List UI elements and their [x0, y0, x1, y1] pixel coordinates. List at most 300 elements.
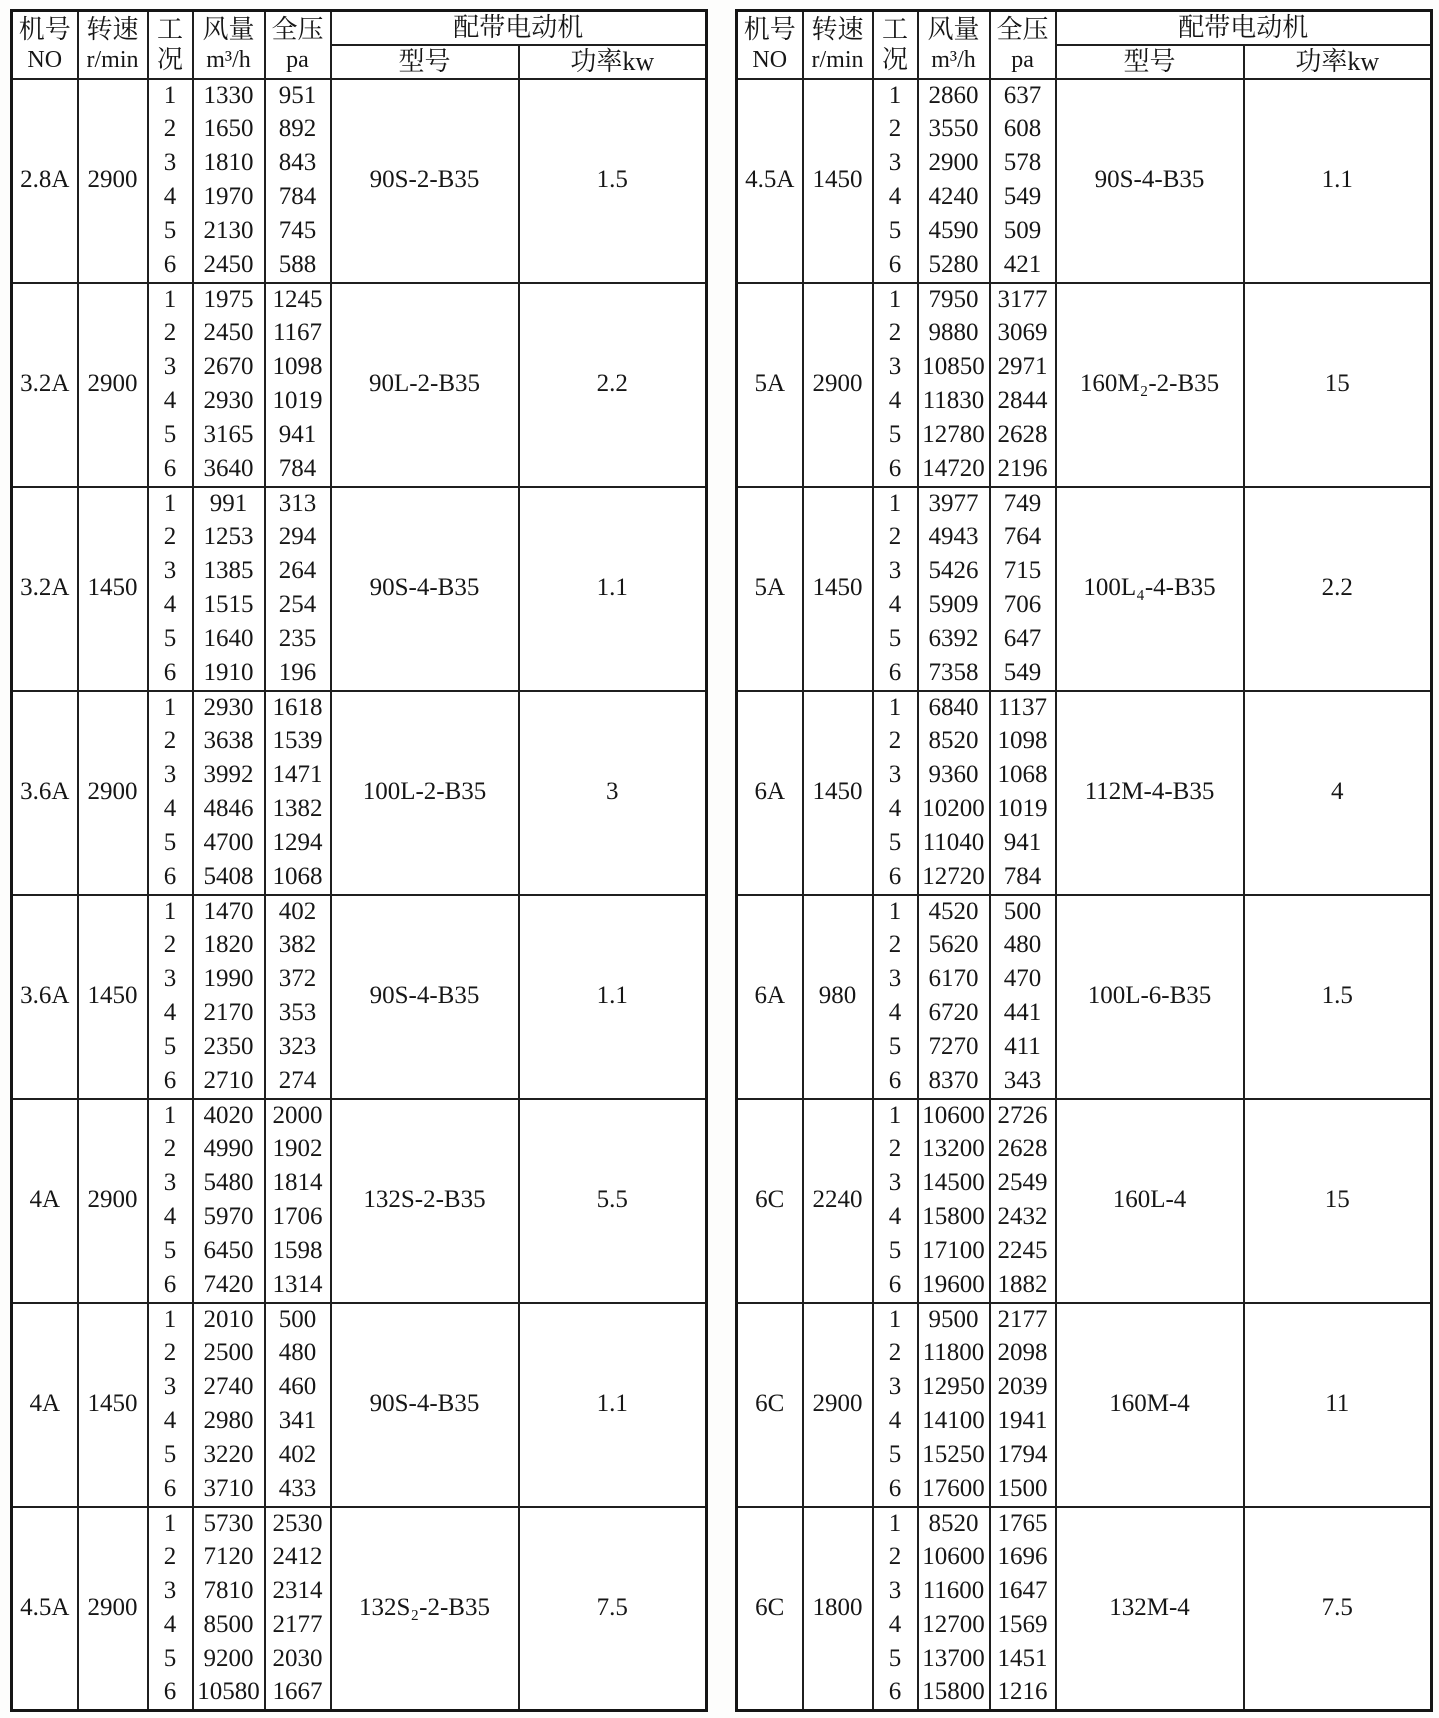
condition-cell: 3: [873, 963, 918, 997]
pressure-cell: 1314: [265, 1269, 331, 1303]
header-pressure-cn: 全压: [996, 14, 1049, 44]
pressure-cell: 1294: [265, 827, 331, 861]
pressure-cell: 1245: [265, 283, 331, 317]
airflow-cell: 12780: [918, 419, 990, 453]
condition-cell: 5: [873, 1235, 918, 1269]
condition-cell: 4: [873, 1609, 918, 1643]
pressure-cell: 1098: [990, 725, 1056, 759]
motor-model-cell: 100L-2-B35: [331, 691, 519, 895]
motor-model-cell: 112M-4-B35: [1056, 691, 1244, 895]
airflow-cell: 5970: [193, 1201, 265, 1235]
condition-cell: 5: [148, 623, 193, 657]
pressure-cell: 2030: [265, 1643, 331, 1677]
airflow-cell: 10600: [918, 1541, 990, 1575]
pressure-cell: 402: [265, 895, 331, 929]
motor-model-cell: 90S-2-B35: [331, 79, 519, 283]
pressure-cell: 343: [990, 1065, 1056, 1099]
motor-power-cell: 4: [1244, 691, 1432, 895]
airflow-cell: 12950: [918, 1371, 990, 1405]
pressure-cell: 1068: [265, 861, 331, 895]
motor-model-cell: 132S₂-2-B35: [331, 1507, 519, 1711]
condition-cell: 2: [873, 725, 918, 759]
condition-cell: 6: [148, 861, 193, 895]
pressure-cell: 382: [265, 929, 331, 963]
pressure-cell: 2098: [990, 1337, 1056, 1371]
condition-cell: 1: [148, 79, 193, 113]
pressure-cell: 1667: [265, 1677, 331, 1711]
col-header-motor-power: 功率kw: [519, 45, 707, 79]
airflow-cell: 9500: [918, 1303, 990, 1337]
spec-row: [12, 1507, 707, 1541]
pressure-cell: 2726: [990, 1099, 1056, 1133]
pressure-cell: 549: [990, 657, 1056, 691]
pressure-cell: 313: [265, 487, 331, 521]
condition-cell: 2: [873, 113, 918, 147]
pressure-cell: 1382: [265, 793, 331, 827]
pressure-cell: 433: [265, 1473, 331, 1507]
speed-cell: 1800: [803, 1507, 873, 1711]
speed-cell: 2900: [78, 691, 148, 895]
airflow-cell: 4520: [918, 895, 990, 929]
airflow-cell: 11040: [918, 827, 990, 861]
machine-no-cell: 4.5A: [737, 79, 803, 283]
pressure-cell: 411: [990, 1031, 1056, 1065]
airflow-cell: 1820: [193, 929, 265, 963]
machine-no-cell: 4A: [12, 1099, 78, 1303]
condition-cell: 1: [873, 79, 918, 113]
condition-cell: 3: [148, 351, 193, 385]
condition-cell: 5: [148, 419, 193, 453]
airflow-cell: 3638: [193, 725, 265, 759]
pressure-cell: 1598: [265, 1235, 331, 1269]
airflow-cell: 3220: [193, 1439, 265, 1473]
airflow-cell: 8370: [918, 1065, 990, 1099]
condition-cell: 2: [873, 1541, 918, 1575]
pressure-cell: 2314: [265, 1575, 331, 1609]
machine-no-cell: 6C: [737, 1303, 803, 1507]
pressure-cell: 784: [990, 861, 1056, 895]
airflow-cell: 2860: [918, 79, 990, 113]
pressure-cell: 1068: [990, 759, 1056, 793]
pressure-cell: 578: [990, 147, 1056, 181]
pressure-cell: 941: [990, 827, 1056, 861]
pressure-cell: 1471: [265, 759, 331, 793]
table-header: [737, 11, 1432, 79]
fan-spec-table-right: [735, 9, 1433, 1712]
pressure-cell: 2412: [265, 1541, 331, 1575]
pressure-cell: 353: [265, 997, 331, 1031]
condition-cell: 2: [873, 929, 918, 963]
airflow-cell: 14720: [918, 453, 990, 487]
airflow-cell: 11800: [918, 1337, 990, 1371]
pressure-cell: 637: [990, 79, 1056, 113]
condition-cell: 6: [873, 657, 918, 691]
machine-no-cell: 4.5A: [12, 1507, 78, 1711]
airflow-cell: 17600: [918, 1473, 990, 1507]
motor-power-cell: 2.2: [1244, 487, 1432, 691]
speed-cell: 1450: [803, 79, 873, 283]
pressure-cell: 341: [265, 1405, 331, 1439]
condition-cell: 4: [873, 385, 918, 419]
airflow-cell: 12700: [918, 1609, 990, 1643]
airflow-cell: 14100: [918, 1405, 990, 1439]
speed-cell: 1450: [78, 487, 148, 691]
airflow-cell: 14500: [918, 1167, 990, 1201]
condition-cell: 5: [873, 215, 918, 249]
pressure-cell: 1500: [990, 1473, 1056, 1507]
pressure-cell: 2177: [265, 1609, 331, 1643]
header-airflow-unit: m³/h: [931, 46, 976, 73]
pressure-cell: 764: [990, 521, 1056, 555]
machine-no-cell: 3.6A: [12, 691, 78, 895]
machine-no-cell: 5A: [737, 487, 803, 691]
condition-cell: 6: [148, 657, 193, 691]
airflow-cell: 1515: [193, 589, 265, 623]
pressure-cell: 500: [265, 1303, 331, 1337]
col-header-motor-power: 功率kw: [1244, 45, 1432, 79]
pressure-cell: 745: [265, 215, 331, 249]
condition-cell: 4: [148, 589, 193, 623]
airflow-cell: 2900: [918, 147, 990, 181]
condition-cell: 3: [873, 555, 918, 589]
condition-cell: 1: [148, 895, 193, 929]
airflow-cell: 2710: [193, 1065, 265, 1099]
condition-cell: 4: [873, 997, 918, 1031]
pressure-cell: 274: [265, 1065, 331, 1099]
pressure-cell: 509: [990, 215, 1056, 249]
condition-cell: 5: [148, 827, 193, 861]
col-header-machine-no: [12, 11, 78, 79]
pressure-cell: 1019: [265, 385, 331, 419]
pressure-cell: 323: [265, 1031, 331, 1065]
machine-no-cell: 5A: [737, 283, 803, 487]
pressure-cell: 1696: [990, 1541, 1056, 1575]
pressure-cell: 196: [265, 657, 331, 691]
header-speed-unit: r/min: [86, 46, 139, 73]
col-header-speed: [78, 11, 148, 79]
condition-cell: 6: [873, 249, 918, 283]
spec-row: [737, 691, 1432, 725]
condition-cell: 5: [873, 827, 918, 861]
condition-cell: 5: [873, 1643, 918, 1677]
header-speed-cn: 转速: [86, 14, 139, 44]
speed-cell: 2240: [803, 1099, 873, 1303]
motor-power-cell: 1.1: [519, 487, 707, 691]
pressure-cell: 2844: [990, 385, 1056, 419]
speed-cell: 2900: [78, 1099, 148, 1303]
pressure-cell: 1941: [990, 1405, 1056, 1439]
condition-cell: 3: [148, 147, 193, 181]
pressure-cell: 715: [990, 555, 1056, 589]
machine-no-cell: 6C: [737, 1099, 803, 1303]
motor-power-cell: 1.1: [519, 895, 707, 1099]
pressure-cell: 372: [265, 963, 331, 997]
airflow-cell: 9360: [918, 759, 990, 793]
airflow-cell: 2130: [193, 215, 265, 249]
table-body-right: [737, 79, 1432, 1711]
airflow-cell: 4846: [193, 793, 265, 827]
airflow-cell: 5620: [918, 929, 990, 963]
condition-cell: 6: [873, 1065, 918, 1099]
airflow-cell: 7420: [193, 1269, 265, 1303]
condition-cell: 1: [148, 1099, 193, 1133]
airflow-cell: 9880: [918, 317, 990, 351]
airflow-cell: 3710: [193, 1473, 265, 1507]
machine-no-cell: 6C: [737, 1507, 803, 1711]
airflow-cell: 6170: [918, 963, 990, 997]
airflow-cell: 1640: [193, 623, 265, 657]
pressure-cell: 1618: [265, 691, 331, 725]
airflow-cell: 991: [193, 487, 265, 521]
pressure-cell: 1167: [265, 317, 331, 351]
condition-cell: 3: [148, 963, 193, 997]
pressure-cell: 588: [265, 249, 331, 283]
airflow-cell: 1470: [193, 895, 265, 929]
condition-cell: 6: [148, 1065, 193, 1099]
motor-power-cell: 1.1: [519, 1303, 707, 1507]
airflow-cell: 1910: [193, 657, 265, 691]
pressure-cell: 1882: [990, 1269, 1056, 1303]
airflow-cell: 2500: [193, 1337, 265, 1371]
col-header-speed: [803, 11, 873, 79]
pressure-cell: 2628: [990, 1133, 1056, 1167]
airflow-cell: 10580: [193, 1677, 265, 1711]
pressure-cell: 402: [265, 1439, 331, 1473]
pressure-cell: 1019: [990, 793, 1056, 827]
pressure-cell: 2177: [990, 1303, 1056, 1337]
speed-cell: 1450: [78, 1303, 148, 1507]
condition-cell: 3: [873, 147, 918, 181]
condition-cell: 5: [148, 1643, 193, 1677]
condition-cell: 6: [873, 861, 918, 895]
condition-cell: 2: [873, 521, 918, 555]
airflow-cell: 2980: [193, 1405, 265, 1439]
col-header-condition: [873, 11, 918, 79]
table-header: [12, 11, 707, 79]
motor-model-cell: 90S-4-B35: [331, 1303, 519, 1507]
motor-power-cell: 7.5: [1244, 1507, 1432, 1711]
pressure-cell: 784: [265, 181, 331, 215]
pressure-cell: 500: [990, 895, 1056, 929]
machine-no-cell: 2.8A: [12, 79, 78, 283]
pressure-cell: 254: [265, 589, 331, 623]
pressure-cell: 647: [990, 623, 1056, 657]
pressure-cell: 2549: [990, 1167, 1056, 1201]
airflow-cell: 4240: [918, 181, 990, 215]
condition-cell: 6: [873, 1677, 918, 1711]
condition-cell: 1: [148, 1507, 193, 1541]
airflow-cell: 15250: [918, 1439, 990, 1473]
airflow-cell: 11830: [918, 385, 990, 419]
condition-cell: 5: [873, 1439, 918, 1473]
airflow-cell: 9200: [193, 1643, 265, 1677]
condition-cell: 1: [873, 487, 918, 521]
condition-cell: 1: [148, 691, 193, 725]
airflow-cell: 1990: [193, 963, 265, 997]
pressure-cell: 1569: [990, 1609, 1056, 1643]
header-speed-cn: 转速: [811, 14, 864, 44]
spec-row: [737, 487, 1432, 521]
airflow-cell: 6720: [918, 997, 990, 1031]
motor-model-cell: 90S-4-B35: [331, 487, 519, 691]
col-header-pressure: [265, 11, 331, 79]
header-pressure-unit: pa: [286, 46, 309, 73]
condition-cell: 4: [148, 997, 193, 1031]
condition-cell: 1: [873, 1099, 918, 1133]
spec-row: [12, 1099, 707, 1133]
pressure-cell: 2432: [990, 1201, 1056, 1235]
col-header-motor-group: 配带电动机: [1056, 11, 1432, 45]
airflow-cell: 3550: [918, 113, 990, 147]
condition-cell: 2: [873, 1133, 918, 1167]
airflow-cell: 2350: [193, 1031, 265, 1065]
pressure-cell: 1794: [990, 1439, 1056, 1473]
airflow-cell: 2450: [193, 249, 265, 283]
condition-cell: 2: [148, 1541, 193, 1575]
spec-row: [12, 487, 707, 521]
motor-model-cell: 100L₄-4-B35: [1056, 487, 1244, 691]
motor-model-cell: 160M-4: [1056, 1303, 1244, 1507]
condition-cell: 1: [148, 1303, 193, 1337]
airflow-cell: 2670: [193, 351, 265, 385]
condition-cell: 4: [148, 793, 193, 827]
airflow-cell: 5730: [193, 1507, 265, 1541]
airflow-cell: 2930: [193, 385, 265, 419]
condition-cell: 3: [148, 759, 193, 793]
airflow-cell: 2170: [193, 997, 265, 1031]
machine-no-cell: 6A: [737, 895, 803, 1099]
pressure-cell: 2530: [265, 1507, 331, 1541]
condition-cell: 2: [148, 929, 193, 963]
condition-cell: 4: [148, 181, 193, 215]
pressure-cell: 1098: [265, 351, 331, 385]
col-header-motor-group: 配带电动机: [331, 11, 707, 45]
condition-cell: 2: [148, 317, 193, 351]
airflow-cell: 2010: [193, 1303, 265, 1337]
header-speed-unit: r/min: [811, 46, 864, 73]
machine-no-cell: 3.6A: [12, 895, 78, 1099]
pressure-cell: 2628: [990, 419, 1056, 453]
motor-model-cell: 100L-6-B35: [1056, 895, 1244, 1099]
pressure-cell: 608: [990, 113, 1056, 147]
airflow-cell: 3992: [193, 759, 265, 793]
col-header-condition: [148, 11, 193, 79]
header-condition-cn1: 工: [156, 14, 183, 44]
condition-cell: 2: [148, 1337, 193, 1371]
airflow-cell: 6840: [918, 691, 990, 725]
spec-row: [12, 895, 707, 929]
condition-cell: 5: [148, 1439, 193, 1473]
condition-cell: 3: [873, 759, 918, 793]
pressure-cell: 706: [990, 589, 1056, 623]
condition-cell: 1: [873, 283, 918, 317]
pressure-cell: 2245: [990, 1235, 1056, 1269]
condition-cell: 6: [148, 249, 193, 283]
col-header-motor-model: 型号: [331, 45, 519, 79]
motor-model-cell: 90S-4-B35: [331, 895, 519, 1099]
pressure-cell: 941: [265, 419, 331, 453]
speed-cell: 2900: [803, 1303, 873, 1507]
spec-row: [12, 283, 707, 317]
condition-cell: 6: [873, 453, 918, 487]
pressure-cell: 480: [990, 929, 1056, 963]
airflow-cell: 6450: [193, 1235, 265, 1269]
condition-cell: 4: [873, 1201, 918, 1235]
airflow-cell: 10600: [918, 1099, 990, 1133]
airflow-cell: 13200: [918, 1133, 990, 1167]
airflow-cell: 5408: [193, 861, 265, 895]
airflow-cell: 8500: [193, 1609, 265, 1643]
spec-row: [12, 79, 707, 113]
spec-row: [12, 1303, 707, 1337]
spec-row: [737, 1507, 1432, 1541]
spec-row: [737, 1303, 1432, 1337]
airflow-cell: 6392: [918, 623, 990, 657]
condition-cell: 2: [873, 317, 918, 351]
pressure-cell: 294: [265, 521, 331, 555]
condition-cell: 1: [148, 487, 193, 521]
pressure-cell: 1647: [990, 1575, 1056, 1609]
header-condition-cn2: 况: [156, 44, 183, 74]
condition-cell: 6: [873, 1269, 918, 1303]
speed-cell: 1450: [803, 487, 873, 691]
airflow-cell: 10850: [918, 351, 990, 385]
airflow-cell: 15800: [918, 1201, 990, 1235]
condition-cell: 1: [148, 283, 193, 317]
pressure-cell: 1137: [990, 691, 1056, 725]
header-condition-cn2: 况: [882, 44, 909, 74]
airflow-cell: 19600: [918, 1269, 990, 1303]
condition-cell: 5: [148, 1031, 193, 1065]
header-airflow-cn: 风量: [202, 14, 255, 44]
pressure-cell: 951: [265, 79, 331, 113]
condition-cell: 5: [873, 1031, 918, 1065]
airflow-cell: 3640: [193, 453, 265, 487]
pressure-cell: 1539: [265, 725, 331, 759]
motor-power-cell: 1.1: [1244, 79, 1432, 283]
airflow-cell: 4700: [193, 827, 265, 861]
airflow-cell: 2450: [193, 317, 265, 351]
airflow-cell: 1970: [193, 181, 265, 215]
motor-model-cell: 90S-4-B35: [1056, 79, 1244, 283]
col-header-pressure: [990, 11, 1056, 79]
condition-cell: 5: [873, 623, 918, 657]
airflow-cell: 4943: [918, 521, 990, 555]
pressure-cell: 843: [265, 147, 331, 181]
spec-row: [12, 691, 707, 725]
motor-model-cell: 132M-4: [1056, 1507, 1244, 1711]
pressure-cell: 470: [990, 963, 1056, 997]
airflow-cell: 3977: [918, 487, 990, 521]
pressure-cell: 421: [990, 249, 1056, 283]
pressure-cell: 2039: [990, 1371, 1056, 1405]
spec-row: [737, 895, 1432, 929]
condition-cell: 4: [873, 589, 918, 623]
pressure-cell: 1451: [990, 1643, 1056, 1677]
airflow-cell: 5909: [918, 589, 990, 623]
pressure-cell: 2971: [990, 351, 1056, 385]
col-header-motor-model: 型号: [1056, 45, 1244, 79]
condition-cell: 3: [873, 351, 918, 385]
pressure-cell: 460: [265, 1371, 331, 1405]
condition-cell: 3: [873, 1371, 918, 1405]
condition-cell: 4: [148, 1609, 193, 1643]
airflow-cell: 2740: [193, 1371, 265, 1405]
col-header-machine-no: [737, 11, 803, 79]
condition-cell: 4: [873, 793, 918, 827]
pressure-cell: 3177: [990, 283, 1056, 317]
condition-cell: 5: [148, 1235, 193, 1269]
